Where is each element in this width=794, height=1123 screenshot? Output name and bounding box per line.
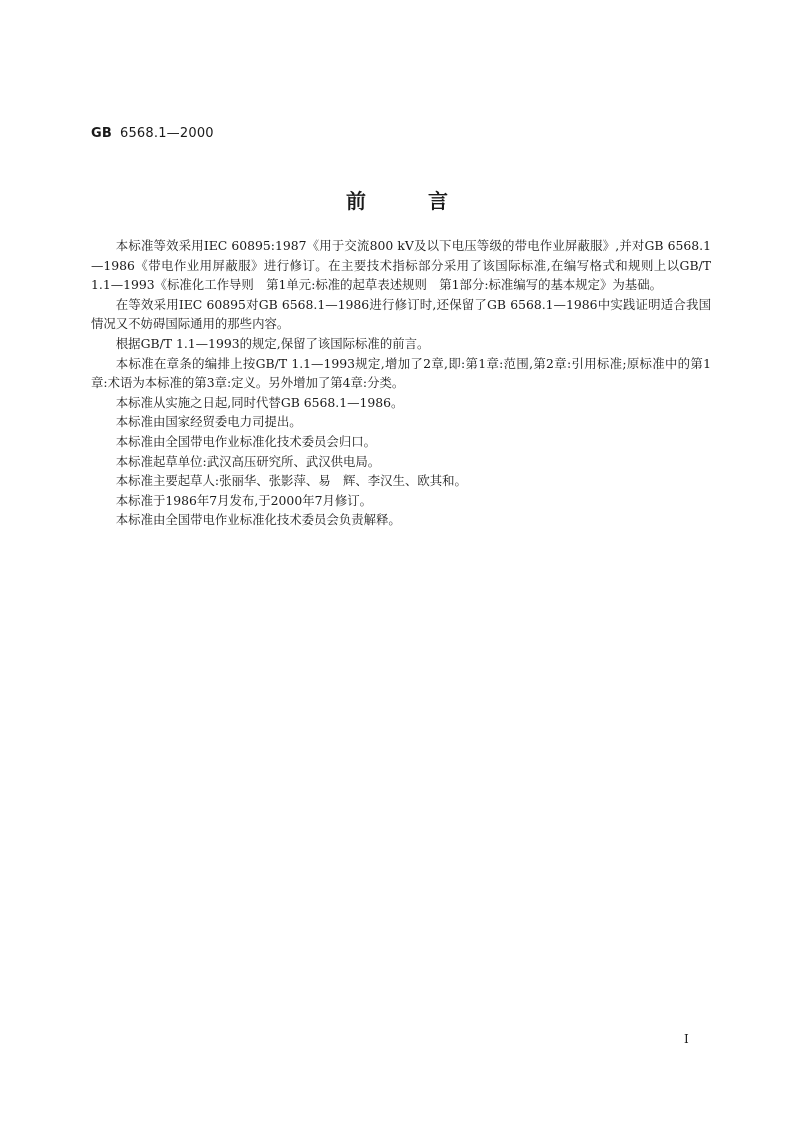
paragraph-proposer: 本标准由国家经贸委电力司提出。 xyxy=(115,414,302,430)
paragraph-foreword: 根据GB/T 1.1—1993的规定,保留了该国际标准的前言。 xyxy=(115,335,430,351)
standard-prefix: GB xyxy=(91,126,112,141)
paragraph-replacement: 本标准从实施之日起,同时代替GB 6568.1—1986。 xyxy=(115,394,404,410)
title-char-1: 前 xyxy=(346,189,366,213)
paragraph-interpretation: 本标准由全国带电作业标准化技术委员会负责解释。 xyxy=(115,512,401,528)
paragraph-adoption: 本标准等效采用IEC 60895:1987《用于交流800 kV及以下电压等级的带电作业屏蔽服》,并对GB 6568.1—1986《带电作业用屏蔽服》进行修订。在主要技术指标部分采用了该国际标准,在编写格式和规则上以GB/T 1.1—1993《标准化工作导则 第1单元:标准的起草表述规则 第1部分:标准编写的基本规定》为基础。 xyxy=(91,238,711,293)
paragraph-centralized: 本标准由全国带电作业标准化技术委员会归口。 xyxy=(115,433,376,449)
page-number: I xyxy=(684,1032,689,1046)
paragraph-drafting-units: 本标准起草单位:武汉高压研究所、武汉供电局。 xyxy=(115,453,381,469)
paragraph-retained-content: 在等效采用IEC 60895对GB 6568.1—1986进行修订时,还保留了GB 6568.1—1986中实践证明适合我国情况又不妨碍国际通用的那些内容。 xyxy=(91,296,711,332)
page-title xyxy=(0,187,794,215)
paragraph-drafters: 本标准主要起草人:张丽华、张影萍、易 辉、李汉生、欧其和。 xyxy=(115,473,467,489)
paragraph-chapters: 本标准在章条的编排上按GB/T 1.1—1993规定,增加了2章,即:第1章:范围,第2章:引用标准;原标准中的第1章:术语为本标准的第3章:定义。另外增加了第4章:分类。 xyxy=(91,355,711,391)
paragraph-dates: 本标准于1986年7月发布,于2000年7月修订。 xyxy=(115,492,373,508)
title-char-2: 言 xyxy=(428,189,448,213)
standard-number: 6568.1—2000 xyxy=(119,126,214,141)
preface-body xyxy=(91,236,711,530)
standard-header xyxy=(91,126,214,141)
